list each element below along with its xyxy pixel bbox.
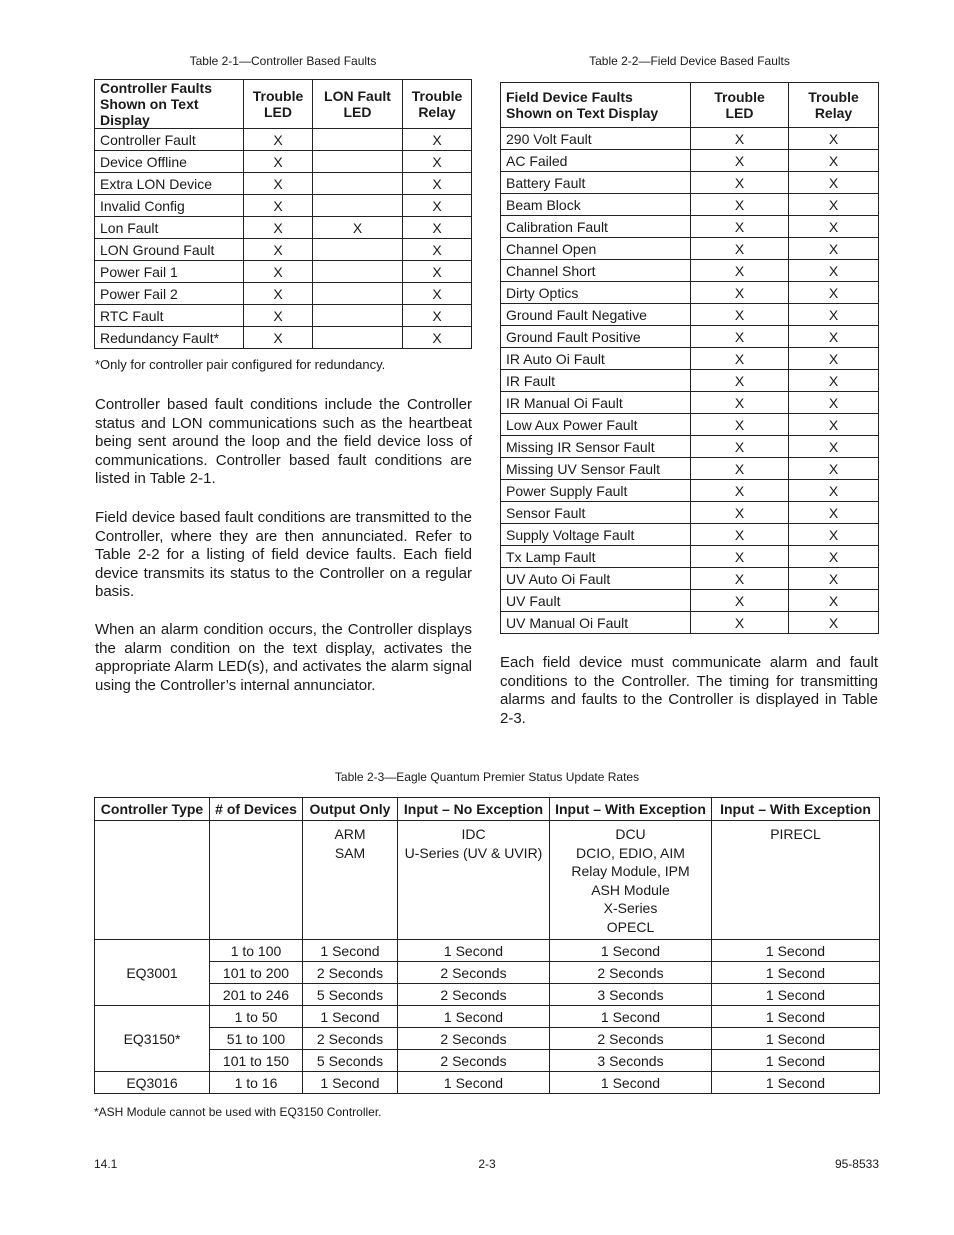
table-row <box>501 304 879 326</box>
fault-name-cell: Supply Voltage Fault <box>501 524 691 546</box>
trouble-relay-cell: X <box>789 502 879 524</box>
fault-name-cell: Channel Open <box>501 238 691 260</box>
device-list-output-only: ARM SAM <box>303 821 398 940</box>
trouble-relay-cell: X <box>789 216 879 238</box>
num-devices-cell: 101 to 200 <box>210 962 303 984</box>
table-row <box>95 151 472 173</box>
table1-header-trouble-relay: Trouble Relay <box>403 80 472 129</box>
trouble-relay-cell: X <box>789 458 879 480</box>
input-with-exception-cell: 3 Seconds <box>550 1050 712 1072</box>
table1-header-row <box>95 80 472 129</box>
trouble-relay-cell: X <box>789 348 879 370</box>
table2-header-trouble-led: Trouble LED <box>691 83 789 128</box>
lon-fault-led-cell <box>313 239 403 261</box>
input-with-exception-2-cell: 1 Second <box>712 984 880 1006</box>
trouble-relay-cell: X <box>403 151 472 173</box>
table3-device-list-row <box>95 821 880 940</box>
trouble-led-cell: X <box>691 260 789 282</box>
trouble-relay-cell: X <box>789 392 879 414</box>
lon-fault-led-cell: X <box>313 217 403 239</box>
table-row <box>95 239 472 261</box>
table3-header-row <box>95 798 880 821</box>
input-no-exception-cell: 1 Second <box>398 1006 550 1028</box>
input-with-exception-2-cell: 1 Second <box>712 1006 880 1028</box>
table-row <box>95 327 472 349</box>
table1-header-trouble-led: Trouble LED <box>244 80 313 129</box>
trouble-led-cell: X <box>691 216 789 238</box>
trouble-relay-cell: X <box>789 590 879 612</box>
num-devices-cell: 201 to 246 <box>210 984 303 1006</box>
input-with-exception-cell: 3 Seconds <box>550 984 712 1006</box>
lon-fault-led-cell <box>313 261 403 283</box>
table2-header-trouble-relay: Trouble Relay <box>789 83 879 128</box>
input-with-exception-2-cell: 1 Second <box>712 940 880 962</box>
table-row <box>501 546 879 568</box>
output-only-cell: 1 Second <box>303 940 398 962</box>
fault-name-cell: LON Ground Fault <box>95 239 244 261</box>
lon-fault-led-cell <box>313 283 403 305</box>
table3-header-controller-type: Controller Type <box>95 798 210 821</box>
input-with-exception-2-cell: 1 Second <box>712 1050 880 1072</box>
table1-header-fault: Controller Faults Shown on Text Display <box>95 80 244 129</box>
fault-name-cell: UV Manual Oi Fault <box>501 612 691 634</box>
paragraph-alarm-condition: When an alarm condition occurs, the Controller displays the alarm condition on the text display, activates the appropriate Alarm LED(s), and activates the alarm signal using the Controller’s internal annunciator. <box>95 621 472 694</box>
trouble-relay-cell: X <box>403 217 472 239</box>
fault-name-cell: Invalid Config <box>95 195 244 217</box>
trouble-led-cell: X <box>691 238 789 260</box>
fault-name-cell: Ground Fault Negative <box>501 304 691 326</box>
fault-name-cell: Channel Short <box>501 260 691 282</box>
table2-caption: Table 2-2—Field Device Based Faults <box>589 54 790 68</box>
input-with-exception-cell: 2 Seconds <box>550 1028 712 1050</box>
output-only-cell: 2 Seconds <box>303 962 398 984</box>
lon-fault-led-cell <box>313 327 403 349</box>
output-only-cell: 1 Second <box>303 1072 398 1094</box>
trouble-led-cell: X <box>691 524 789 546</box>
trouble-relay-cell: X <box>403 129 472 151</box>
table-row <box>501 480 879 502</box>
fault-name-cell: Lon Fault <box>95 217 244 239</box>
table-row <box>95 1028 880 1050</box>
table3-body <box>95 821 880 1094</box>
input-no-exception-cell: 1 Second <box>398 1072 550 1094</box>
table2-header-row <box>501 83 879 128</box>
trouble-relay-cell: X <box>789 326 879 348</box>
trouble-led-cell: X <box>244 195 313 217</box>
trouble-relay-cell: X <box>789 436 879 458</box>
table-row <box>95 1072 880 1094</box>
device-list-input-no-exception: IDC U-Series (UV & UVIR) <box>398 821 550 940</box>
output-only-cell: 1 Second <box>303 1006 398 1028</box>
trouble-relay-cell: X <box>789 304 879 326</box>
trouble-relay-cell: X <box>403 173 472 195</box>
table-row <box>95 129 472 151</box>
table1-body <box>95 129 472 349</box>
fault-name-cell: RTC Fault <box>95 305 244 327</box>
output-only-cell: 2 Seconds <box>303 1028 398 1050</box>
table3-caption: Table 2-3—Eagle Quantum Premier Status Update Rates <box>334 770 640 784</box>
input-with-exception-2-cell: 1 Second <box>712 962 880 984</box>
paragraph-status-update: Each field device must communicate alarm and fault conditions to the Controller. The timing for transmitting alarms and faults to the Controller is displayed in Table 2-3. <box>500 654 878 727</box>
table2-header-fault: Field Device Faults Shown on Text Display <box>501 83 691 128</box>
footer-document-number: 95-8533 <box>834 1157 879 1171</box>
trouble-relay-cell: X <box>789 612 879 634</box>
table-row <box>501 128 879 150</box>
trouble-led-cell: X <box>244 327 313 349</box>
trouble-relay-cell: X <box>403 261 472 283</box>
fault-name-cell: Missing IR Sensor Fault <box>501 436 691 458</box>
trouble-led-cell: X <box>691 194 789 216</box>
num-devices-cell: 101 to 150 <box>210 1050 303 1072</box>
field-device-faults-table <box>500 82 879 634</box>
table-row <box>501 524 879 546</box>
input-with-exception-cell: 1 Second <box>550 1006 712 1028</box>
table-row <box>501 194 879 216</box>
trouble-led-cell: X <box>244 217 313 239</box>
table-row <box>501 392 879 414</box>
trouble-led-cell: X <box>691 150 789 172</box>
fault-name-cell: Device Offline <box>95 151 244 173</box>
trouble-led-cell: X <box>691 304 789 326</box>
trouble-led-cell: X <box>244 261 313 283</box>
input-no-exception-cell: 2 Seconds <box>398 1050 550 1072</box>
trouble-led-cell: X <box>244 305 313 327</box>
trouble-relay-cell: X <box>789 128 879 150</box>
fault-name-cell: Low Aux Power Fault <box>501 414 691 436</box>
table3-header-num-devices: # of Devices <box>210 798 303 821</box>
trouble-relay-cell: X <box>789 568 879 590</box>
table3-header-input-no-exception: Input – No Exception <box>398 798 550 821</box>
table-row <box>95 305 472 327</box>
table-row <box>95 984 880 1006</box>
table-row <box>95 1006 880 1028</box>
num-devices-cell: 1 to 100 <box>210 940 303 962</box>
device-list-input-with-exception-1: DCU DCIO, EDIO, AIM Relay Module, IPM ASH Module X-Series OPECL <box>550 821 712 940</box>
trouble-relay-cell: X <box>789 524 879 546</box>
table-row <box>501 370 879 392</box>
controller-type-cell: EQ3016 <box>95 1072 210 1094</box>
trouble-relay-cell: X <box>789 172 879 194</box>
trouble-led-cell: X <box>691 326 789 348</box>
fault-name-cell: IR Auto Oi Fault <box>501 348 691 370</box>
table-row <box>95 195 472 217</box>
trouble-led-cell: X <box>691 370 789 392</box>
trouble-relay-cell: X <box>403 327 472 349</box>
table3-footnote: *ASH Module cannot be used with EQ3150 Controller. <box>94 1105 382 1119</box>
table-row <box>501 326 879 348</box>
status-update-rates-table <box>94 797 880 1094</box>
table3-empty-cell <box>210 821 303 940</box>
trouble-led-cell: X <box>691 282 789 304</box>
trouble-relay-cell: X <box>789 546 879 568</box>
fault-name-cell: Controller Fault <box>95 129 244 151</box>
table-row <box>501 612 879 634</box>
table-row <box>501 238 879 260</box>
trouble-led-cell: X <box>691 414 789 436</box>
table-row <box>501 260 879 282</box>
table3-header-output-only: Output Only <box>303 798 398 821</box>
lon-fault-led-cell <box>313 305 403 327</box>
trouble-led-cell: X <box>691 612 789 634</box>
input-no-exception-cell: 2 Seconds <box>398 1028 550 1050</box>
table-row <box>95 173 472 195</box>
fault-name-cell: Power Supply Fault <box>501 480 691 502</box>
trouble-led-cell: X <box>691 480 789 502</box>
trouble-relay-cell: X <box>789 370 879 392</box>
trouble-led-cell: X <box>691 590 789 612</box>
fault-name-cell: Power Fail 2 <box>95 283 244 305</box>
table-row <box>501 590 879 612</box>
controller-faults-table <box>94 79 472 349</box>
trouble-led-cell: X <box>244 239 313 261</box>
table-row <box>501 282 879 304</box>
lon-fault-led-cell <box>313 195 403 217</box>
lon-fault-led-cell <box>313 151 403 173</box>
fault-name-cell: Calibration Fault <box>501 216 691 238</box>
fault-name-cell: Extra LON Device <box>95 173 244 195</box>
fault-name-cell: Beam Block <box>501 194 691 216</box>
fault-name-cell: Tx Lamp Fault <box>501 546 691 568</box>
trouble-relay-cell: X <box>789 150 879 172</box>
input-no-exception-cell: 1 Second <box>398 940 550 962</box>
trouble-led-cell: X <box>691 568 789 590</box>
trouble-relay-cell: X <box>789 414 879 436</box>
footer-revision: 14.1 <box>94 1157 118 1171</box>
fault-name-cell: Redundancy Fault* <box>95 327 244 349</box>
paragraph-controller-faults: Controller based fault conditions include the Controller status and LON communications such as the heartbeat being sent around the loop and the field device loss of communications. Controller based fault conditions are listed in Table 2-1. <box>95 396 472 488</box>
table1-header-lon-fault-led: LON Fault LED <box>313 80 403 129</box>
paragraph-field-device-faults: Field device based fault conditions are transmitted to the Controller, where they are then annunciated. Refer to Table 2-2 for a listing of field device faults. Each field device transmits its status to the Controller on a regular basis. <box>95 509 472 601</box>
table-row <box>95 1050 880 1072</box>
input-with-exception-cell: 1 Second <box>550 1072 712 1094</box>
table-row <box>95 962 880 984</box>
table-row <box>501 436 879 458</box>
table-row <box>501 172 879 194</box>
num-devices-cell: 51 to 100 <box>210 1028 303 1050</box>
trouble-relay-cell: X <box>789 260 879 282</box>
table-row <box>501 216 879 238</box>
fault-name-cell: IR Manual Oi Fault <box>501 392 691 414</box>
trouble-led-cell: X <box>691 128 789 150</box>
trouble-relay-cell: X <box>789 238 879 260</box>
trouble-led-cell: X <box>691 436 789 458</box>
controller-type-cell: EQ3001 <box>95 940 210 1006</box>
fault-name-cell: Missing UV Sensor Fault <box>501 458 691 480</box>
fault-name-cell: 290 Volt Fault <box>501 128 691 150</box>
trouble-led-cell: X <box>691 546 789 568</box>
fault-name-cell: IR Fault <box>501 370 691 392</box>
fault-name-cell: Battery Fault <box>501 172 691 194</box>
table3-header-input-with-exception-2: Input – With Exception <box>712 798 880 821</box>
trouble-led-cell: X <box>244 173 313 195</box>
trouble-relay-cell: X <box>403 283 472 305</box>
fault-name-cell: Ground Fault Positive <box>501 326 691 348</box>
num-devices-cell: 1 to 50 <box>210 1006 303 1028</box>
lon-fault-led-cell <box>313 173 403 195</box>
table-row <box>501 458 879 480</box>
trouble-led-cell: X <box>691 348 789 370</box>
table1-caption: Table 2-1—Controller Based Faults <box>189 54 377 68</box>
input-with-exception-cell: 1 Second <box>550 940 712 962</box>
fault-name-cell: AC Failed <box>501 150 691 172</box>
device-list-input-with-exception-2: PIRECL <box>712 821 880 940</box>
output-only-cell: 5 Seconds <box>303 984 398 1006</box>
fault-name-cell: UV Auto Oi Fault <box>501 568 691 590</box>
fault-name-cell: UV Fault <box>501 590 691 612</box>
table-row <box>501 502 879 524</box>
trouble-led-cell: X <box>691 458 789 480</box>
trouble-relay-cell: X <box>403 195 472 217</box>
controller-type-cell: EQ3150* <box>95 1006 210 1072</box>
fault-name-cell: Dirty Optics <box>501 282 691 304</box>
trouble-relay-cell: X <box>403 239 472 261</box>
trouble-led-cell: X <box>691 172 789 194</box>
num-devices-cell: 1 to 16 <box>210 1072 303 1094</box>
table-row <box>501 414 879 436</box>
table-row <box>95 940 880 962</box>
table-row <box>95 217 472 239</box>
input-with-exception-2-cell: 1 Second <box>712 1072 880 1094</box>
output-only-cell: 5 Seconds <box>303 1050 398 1072</box>
trouble-relay-cell: X <box>789 480 879 502</box>
lon-fault-led-cell <box>313 129 403 151</box>
trouble-relay-cell: X <box>789 194 879 216</box>
table-row <box>95 261 472 283</box>
trouble-led-cell: X <box>244 151 313 173</box>
table1-footnote: *Only for controller pair configured for redundancy. <box>95 357 386 372</box>
footer-page-number: 2-3 <box>478 1157 496 1171</box>
trouble-led-cell: X <box>691 502 789 524</box>
input-with-exception-2-cell: 1 Second <box>712 1028 880 1050</box>
input-no-exception-cell: 2 Seconds <box>398 984 550 1006</box>
trouble-led-cell: X <box>244 129 313 151</box>
trouble-relay-cell: X <box>403 305 472 327</box>
fault-name-cell: Power Fail 1 <box>95 261 244 283</box>
trouble-led-cell: X <box>691 392 789 414</box>
table-row <box>501 348 879 370</box>
trouble-led-cell: X <box>244 283 313 305</box>
table3-empty-cell <box>95 821 210 940</box>
input-no-exception-cell: 2 Seconds <box>398 962 550 984</box>
table2-body <box>501 128 879 634</box>
table-row <box>95 283 472 305</box>
table-row <box>501 568 879 590</box>
input-with-exception-cell: 2 Seconds <box>550 962 712 984</box>
fault-name-cell: Sensor Fault <box>501 502 691 524</box>
table-row <box>501 150 879 172</box>
table3-header-input-with-exception-1: Input – With Exception <box>550 798 712 821</box>
trouble-relay-cell: X <box>789 282 879 304</box>
